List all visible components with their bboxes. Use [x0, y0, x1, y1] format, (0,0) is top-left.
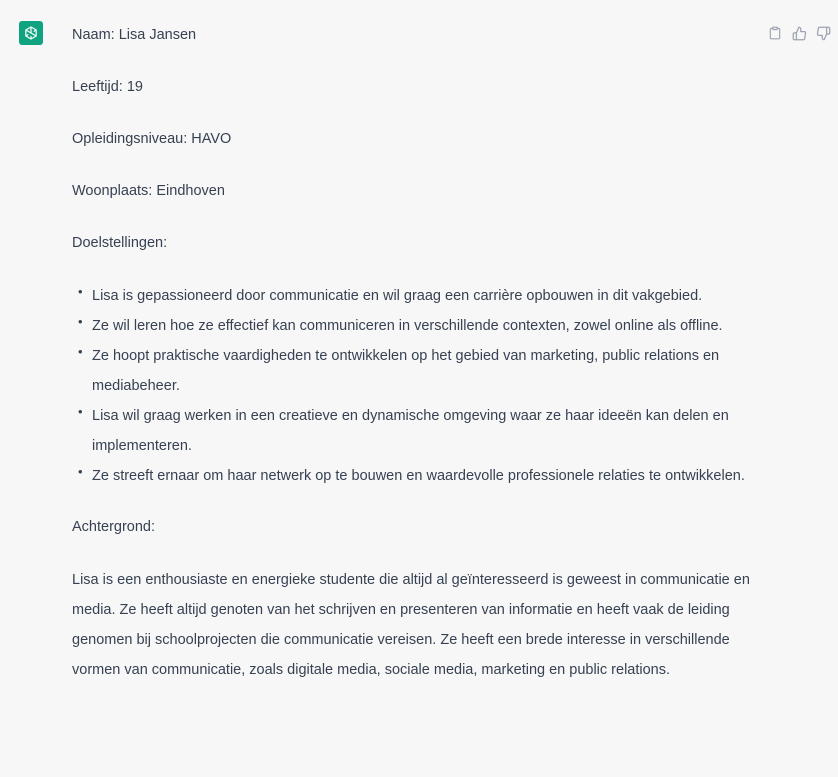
thumbs-down-button[interactable]	[814, 24, 832, 42]
list-item: • Lisa is gepassioneerd door communicatie en wil graag een carrière opbouwen in dit vakgebied.	[92, 281, 762, 311]
age-line: Leeftijd: 19	[72, 79, 143, 95]
background-paragraph: Lisa is een enthousiaste en energieke studente die altijd al geïnteresseerd is geweest in communicatie en media. Ze heeft altijd genoten van het schrijven en presenteren van informatie en heeft vaak de leiding genomen bij schoolprojecten die communicatie vereisen. Ze heeft een brede interesse in verschillende vormen van communicatie, zoals digitale media, sociale media, marketing en public relations.	[72, 572, 750, 678]
thumbs-up-icon	[792, 26, 807, 41]
residence-line: Woonplaats: Eindhoven	[72, 183, 225, 199]
background-heading: Achtergrond:	[72, 519, 156, 535]
list-item: • Ze streeft ernaar om haar netwerk op te bouwen en waardevolle professionele relaties te ontwikkelen.	[92, 461, 762, 491]
assistant-message	[72, 21, 772, 709]
list-item: • Ze wil leren hoe ze effectief kan communiceren in verschillende contexten, zowel online als offline.	[92, 311, 762, 341]
thumbs-down-icon	[816, 26, 831, 41]
goals-heading: Doelstellingen:	[72, 235, 168, 251]
list-item: • Ze hoopt praktische vaardigheden te ontwikkelen op het gebied van marketing, public relations en mediabeheer.	[92, 341, 762, 401]
thumbs-up-button[interactable]	[790, 24, 808, 42]
education-line: Opleidingsniveau: HAVO	[72, 131, 232, 147]
goals-list	[72, 281, 772, 491]
name-line: Naam: Lisa Jansen	[72, 27, 197, 43]
assistant-avatar	[19, 21, 43, 45]
openai-logo-icon	[22, 24, 40, 42]
message-actions	[766, 24, 832, 42]
list-item: • Lisa wil graag werken in een creatieve en dynamische omgeving waar ze haar ideeën kan delen en implementeren.	[92, 401, 762, 461]
